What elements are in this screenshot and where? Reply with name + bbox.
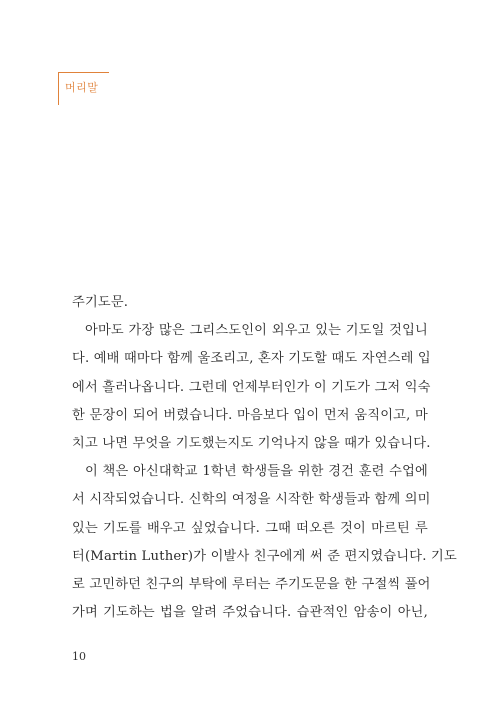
text-line: 터(Martin Luther)가 이발사 친구에게 써 준 편지였습니다. 기도	[72, 548, 457, 564]
page-number: 10	[72, 650, 86, 663]
text-line: 치고 나면 무엇을 기도했는지도 기억나지 않을 때가 있습니다.	[72, 435, 431, 451]
body-text	[72, 289, 457, 627]
text-line: 서 시작되었습니다. 신학의 여정을 시작한 학생들과 함께 의미	[72, 492, 431, 508]
section-tab	[58, 72, 109, 105]
section-label: 머리말	[65, 81, 99, 94]
text-line: 이 책은 아신대학교 1학년 학생들을 위한 경건 훈련 수업에	[85, 464, 428, 480]
text-line: 주기도문.	[72, 295, 129, 310]
text-line: 가며 기도하는 법을 알려 주었습니다. 습관적인 암송이 아닌,	[72, 605, 428, 621]
text-line: 에서 흘러나옵니다. 그런데 언제부터인가 이 기도가 그저 익숙	[72, 379, 431, 395]
text-line: 다. 예배 때마다 함께 울조리고, 혼자 기도할 때도 자연스레 입	[72, 351, 431, 367]
text-line: 아마도 가장 많은 그리스도인이 외우고 있는 기도일 것입니	[85, 323, 428, 339]
text-line: 있는 기도를 배우고 싶었습니다. 그때 떠오른 것이 마르틴 루	[72, 520, 428, 536]
text-line: 로 고민하던 친구의 부탁에 루터는 주기도문을 한 구절씩 풀어	[72, 576, 431, 592]
text-line: 한 문장이 되어 버렸습니다. 마음보다 입이 먼저 움직이고, 마	[72, 407, 428, 423]
